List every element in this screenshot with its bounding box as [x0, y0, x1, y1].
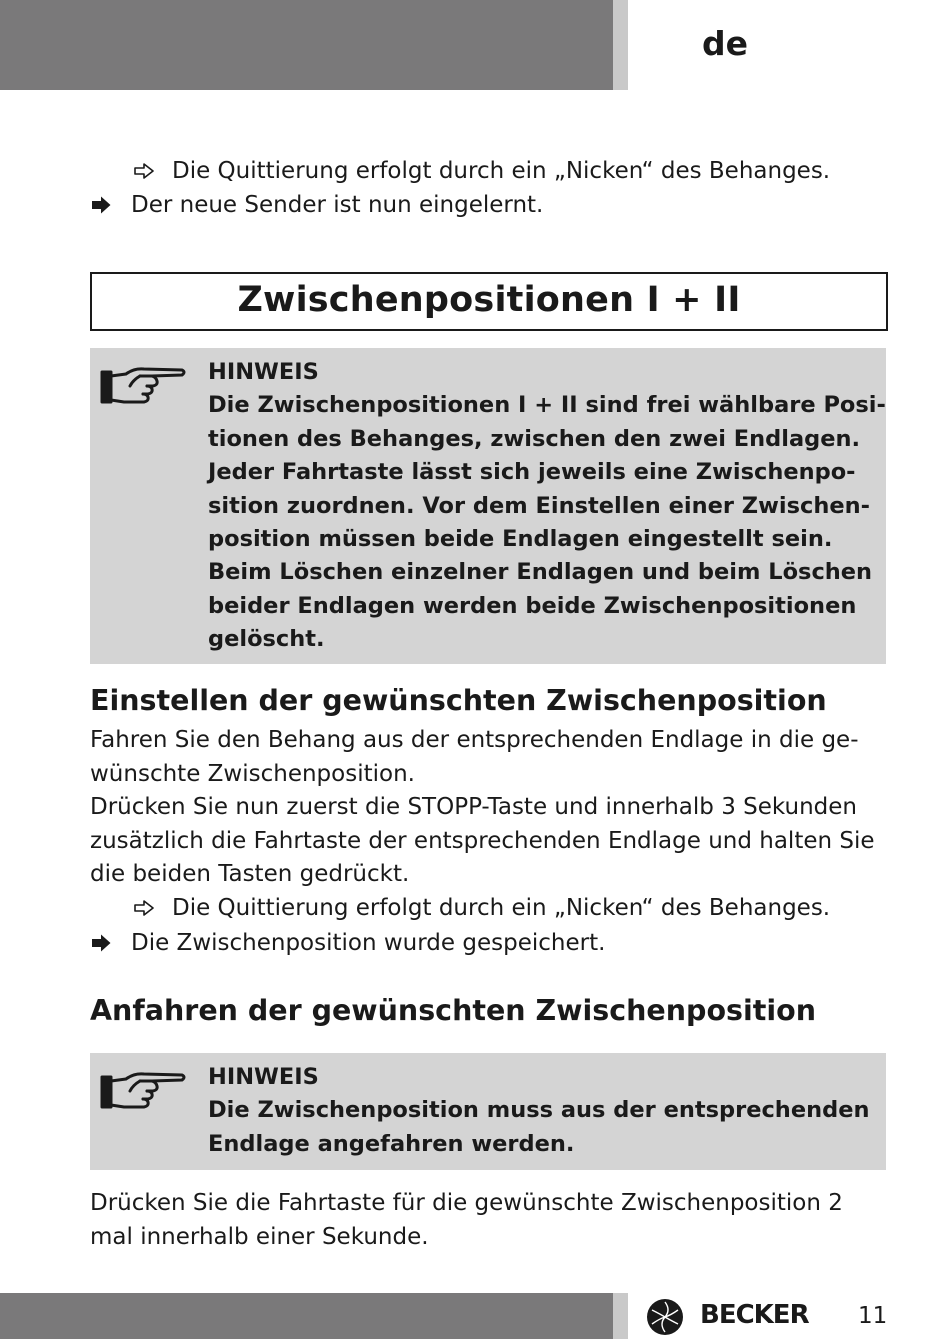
paragraph-line: Drücken Sie die Fahrtaste für die gewünschte Zwischenposition 2 — [90, 1190, 843, 1216]
note-line: tionen des Behanges, zwischen den zwei Endlagen. — [208, 425, 861, 452]
paragraph-line: Drücken Sie nun zuerst die STOPP-Taste und innerhalb 3 Sekunden — [90, 794, 857, 820]
paragraph-line: wünschte Zwischenposition. — [90, 760, 415, 787]
header-bar-edge — [613, 0, 628, 90]
language-code: de — [702, 24, 749, 63]
note-line: beider Endlagen werden beide Zwischenpositionen — [208, 592, 857, 619]
paragraph-line: zusätzlich die Fahrtaste der entsprechenden Endlage und halten Sie — [90, 827, 875, 854]
solid-arrow-icon — [91, 934, 111, 952]
setup-result: Die Zwischenposition wurde gespeichert. — [131, 930, 606, 956]
note-box — [90, 1053, 886, 1170]
note-heading: HINWEIS — [208, 359, 319, 385]
brand-name: BECKER — [700, 1300, 809, 1330]
setup-paragraph — [90, 724, 875, 892]
intro-result: Der neue Sender ist nun eingelernt. — [131, 192, 544, 218]
note-line: gelöscht. — [208, 626, 325, 653]
section-title: Zwischenpositionen I + II — [237, 280, 741, 320]
note-line: sition zuordnen. Vor dem Einstellen einer Zwischen- — [208, 492, 870, 519]
note-line: Beim Löschen einzelner Endlagen und beim Löschen — [208, 559, 873, 586]
note-line: Endlage angefahren werden. — [208, 1130, 575, 1157]
hand-pointer-icon — [100, 1069, 186, 1115]
paragraph-line: mal innerhalb einer Sekunde. — [90, 1223, 429, 1250]
intro-step: Die Quittierung erfolgt durch ein „Nicken“ des Behanges. — [172, 158, 831, 184]
hollow-arrow-icon — [134, 163, 154, 179]
hollow-arrow-icon — [134, 900, 154, 916]
becker-logo-icon — [646, 1298, 684, 1336]
note-line: position müssen beide Endlagen eingestellt sein. — [208, 526, 833, 553]
approach-paragraph — [90, 1187, 843, 1254]
header-bar — [0, 0, 613, 90]
paragraph-line: die beiden Tasten gedrückt. — [90, 861, 410, 887]
approach-heading: Anfahren der gewünschten Zwischenposition — [90, 994, 817, 1027]
note-heading: HINWEIS — [208, 1064, 319, 1090]
solid-arrow-icon — [91, 196, 111, 214]
footer-bar — [0, 1293, 613, 1339]
paragraph-line: Fahren Sie den Behang aus der entsprechenden Endlage in die ge- — [90, 727, 859, 753]
footer-bar-edge — [613, 1293, 628, 1339]
hand-pointer-icon — [100, 364, 186, 410]
note-line: Jeder Fahrtaste lässt sich jeweils eine Zwischenpo- — [208, 459, 856, 486]
note-line: Die Zwischenpositionen I + II sind frei wählbare Posi- — [208, 392, 886, 419]
note-line: Die Zwischenposition muss aus der entsprechenden — [208, 1097, 870, 1124]
note-box — [90, 348, 886, 664]
setup-heading: Einstellen der gewünschten Zwischenposition — [90, 684, 827, 717]
page-number: 11 — [858, 1303, 888, 1329]
section-title-box — [90, 272, 888, 331]
setup-step: Die Quittierung erfolgt durch ein „Nicken“ des Behanges. — [172, 895, 831, 921]
